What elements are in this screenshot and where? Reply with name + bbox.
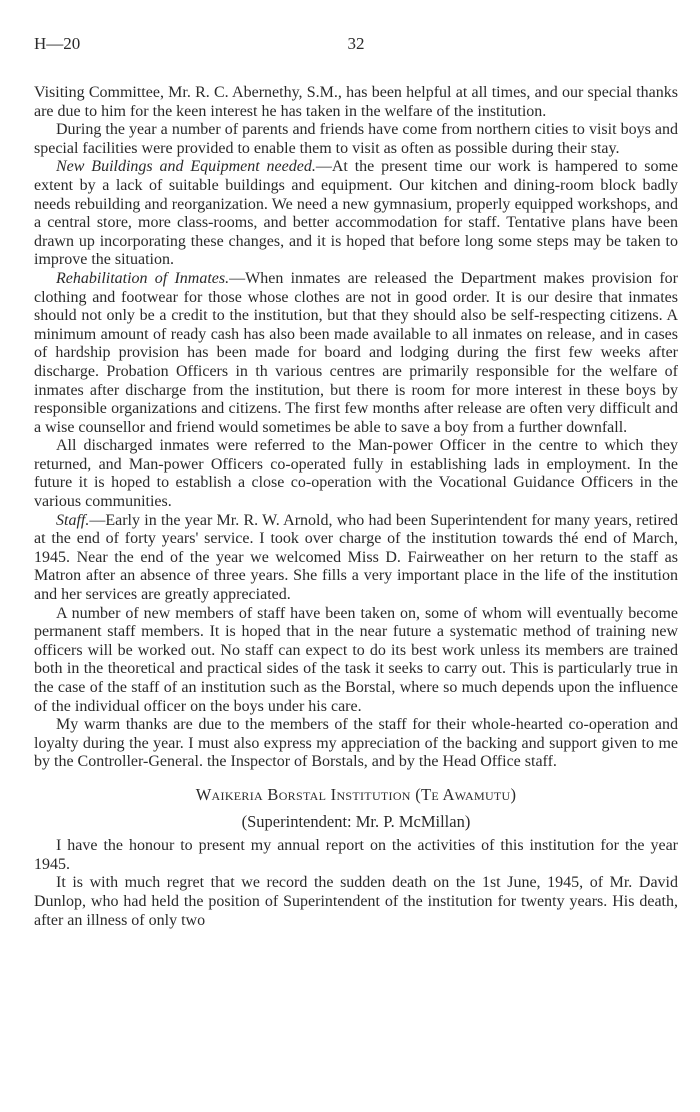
paragraph: My warm thanks are due to the members of the staff for their whole-hearted co-operation and loyalty during the year. I must also express my appreciation of the backing and support given to me by the Controller-General. the Inspector of Borstals, and by the Head Office staff. — [34, 716, 678, 771]
paragraph: All discharged inmates were referred to the Man-power Officer in the centre to which they returned, and Man-power Officers co-operated fully in establishing lads in employment. In the future it is hoped to establish a close co-operation with the Vocational Guidance Officers in the various communities. — [34, 437, 678, 511]
section-subtitle: (Superintendent: Mr. P. McMillan) — [241, 811, 471, 831]
document-reference: H—20 — [34, 34, 81, 53]
paragraph: It is with much regret that we record the sudden death on the 1st June, 1945, of Mr. David Dunlop, who had held the position of Superintendent of the institution for twenty years. His death, after an illness of only two — [34, 874, 678, 929]
paragraph: I have the honour to present my annual report on the activities of this institution for the year 1945. — [34, 837, 678, 873]
paragraph-heading: Rehabilitation of Inmates. — [56, 269, 230, 287]
paragraph: During the year a number of parents and friends have come from northern cities to visit boys and special facilities were provided to enable them to visit as often as possible during their stay. — [34, 121, 678, 157]
paragraph: New Buildings and Equipment needed.—At the present time our work is hampered to some extent by a lack of suitable buildings and equipment. Our kitchen and dining-room block badly needs rebuilding and reorganization. We need a new gymnasium, properly equipped workshops, and a central store, more class-rooms, and better accommodation for staff. Tentative plans have been drawn up incorporating these changes, and it is hoped that before long some steps may be taken to improve the situation. — [34, 158, 678, 269]
page-number: 32 — [347, 34, 365, 53]
page-header — [34, 34, 678, 64]
paragraph: Visiting Committee, Mr. R. C. Abernethy, S.M., has been helpful at all times, and our special thanks are due to him for the keen interest he has taken in the welfare of the institution. — [34, 84, 678, 120]
report-body — [34, 84, 678, 930]
paragraph: Rehabilitation of Inmates.—When inmates are released the Department makes provision for clothing and footwear for those whose clothes are not in good order. It is our desire that inmates should not only be a credit to the institution, but that they should also be self-respecting citizens. A minimum amount of ready cash has also been made available to all inmates on release, and in cases of hardship provision has been made for board and lodging during the first few weeks after discharge. Probation Officers in th various centres are primarily responsible for the welfare of inmates after discharge from the institution, but there is room for more interest in these boys by responsible organizations and citizens. The first few months after release are often very difficult and a wise counsellor and friend would sometimes be able to save a boy from a further downfall. — [34, 269, 679, 436]
paragraph-heading: New Buildings and Equipment needed. — [56, 158, 316, 176]
paragraph: Staff.—Early in the year Mr. R. W. Arnold, who had been Superintendent for many years, retired at the end of forty years' service. I took over charge of the institution towards thé end of March, 1945. Near the end of the year we welcomed Miss D. Fairweather on her return to the staff as Matron after an absence of three years. She fills a very important place in the life of the institution and her services are greatly appreciated. — [34, 511, 678, 604]
document-page — [34, 34, 678, 930]
paragraph-heading: Staff. — [56, 511, 90, 529]
section-title: Waikeria Borstal Institution (Te Awamutu) — [195, 784, 517, 804]
paragraph: A number of new members of staff have been taken on, some of whom will eventually become permanent staff members. It is hoped that in the near future a systematic method of training new officers will be worked out. No staff can expect to do its best work unless its members are trained both in the theoretical and practical sides of the task it seeks to carry out. This is particularly true in the case of the staff of an institution such as the Borstal, where so much depends upon the influence of the individual officer on the boys under his care. — [34, 604, 678, 715]
